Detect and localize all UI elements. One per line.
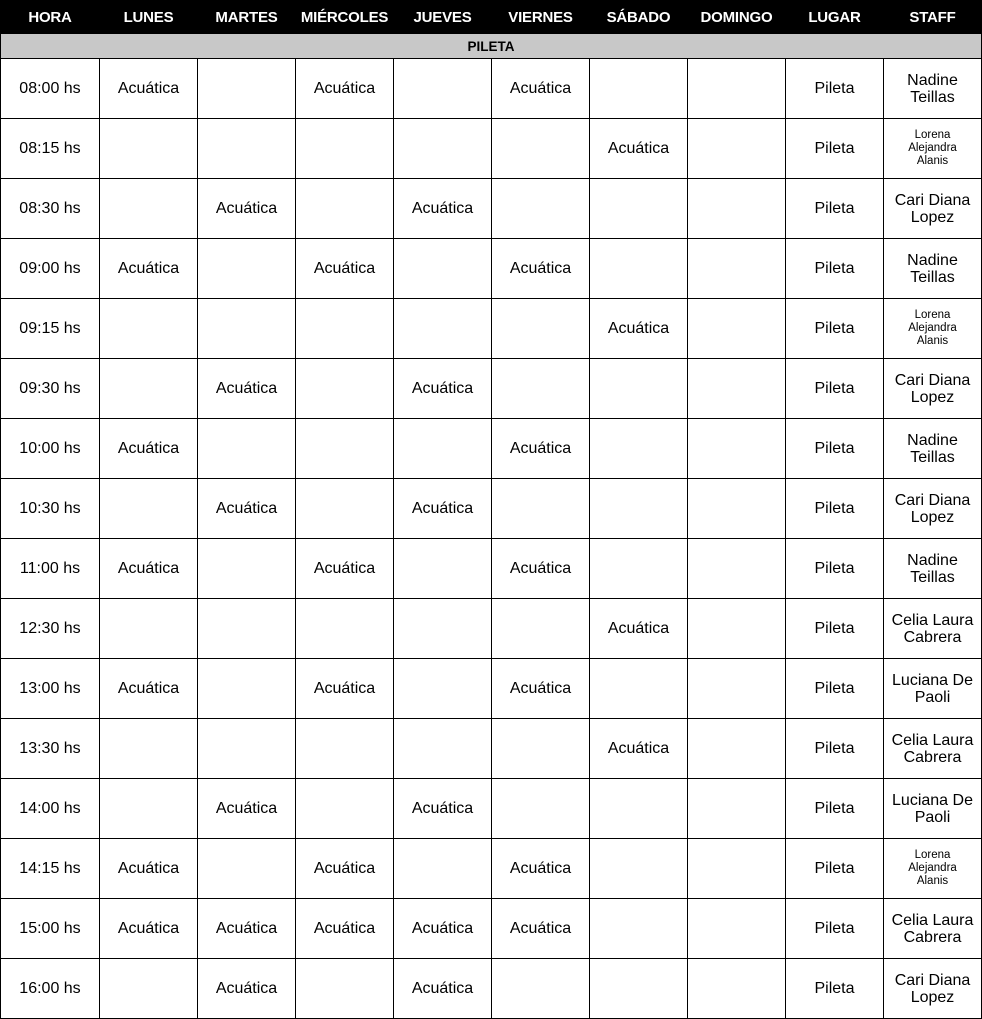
- lugar-cell: Pileta: [786, 959, 884, 1019]
- day-cell-miercoles: [296, 299, 394, 359]
- table-header: [1, 1, 982, 34]
- day-cell-sabado: [590, 959, 688, 1019]
- lugar-cell: Pileta: [786, 839, 884, 899]
- day-cell-viernes: Acuática: [492, 839, 590, 899]
- table-row: [1, 119, 982, 179]
- hora-cell: 12:30 hs: [1, 599, 100, 659]
- day-cell-viernes: Acuática: [492, 239, 590, 299]
- staff-name: Celia Laura Cabrera: [891, 611, 974, 646]
- header-lugar: LUGAR: [786, 1, 884, 34]
- day-cell-domingo: [688, 119, 786, 179]
- day-cell-jueves: [394, 539, 492, 599]
- staff-name: Celia Laura Cabrera: [891, 731, 974, 766]
- staff-name: Cari Diana Lopez: [894, 191, 971, 226]
- table-row: [1, 779, 982, 839]
- day-cell-domingo: [688, 59, 786, 119]
- table-row: [1, 359, 982, 419]
- day-cell-viernes: [492, 299, 590, 359]
- header-hora: HORA: [1, 1, 100, 34]
- day-cell-jueves: [394, 419, 492, 479]
- day-cell-sabado: [590, 779, 688, 839]
- staff-cell: [884, 359, 982, 419]
- day-cell-miercoles: [296, 179, 394, 239]
- day-cell-miercoles: [296, 359, 394, 419]
- day-cell-martes: [198, 719, 296, 779]
- day-cell-miercoles: Acuática: [296, 239, 394, 299]
- day-cell-viernes: [492, 359, 590, 419]
- day-cell-miercoles: [296, 719, 394, 779]
- hora-cell: 09:00 hs: [1, 239, 100, 299]
- day-cell-martes: [198, 599, 296, 659]
- staff-name: Nadine Teillas: [907, 71, 958, 106]
- day-cell-viernes: [492, 179, 590, 239]
- table-row: [1, 239, 982, 299]
- day-cell-lunes: [100, 119, 198, 179]
- lugar-cell: Pileta: [786, 719, 884, 779]
- day-cell-miercoles: Acuática: [296, 59, 394, 119]
- day-cell-domingo: [688, 539, 786, 599]
- hora-cell: 11:00 hs: [1, 539, 100, 599]
- hora-cell: 14:00 hs: [1, 779, 100, 839]
- day-cell-martes: [198, 239, 296, 299]
- header-martes: MARTES: [198, 1, 296, 34]
- day-cell-domingo: [688, 839, 786, 899]
- day-cell-domingo: [688, 359, 786, 419]
- day-cell-jueves: [394, 599, 492, 659]
- header-miercoles: MIÉRCOLES: [296, 1, 394, 34]
- staff-cell: [884, 239, 982, 299]
- table-row: [1, 599, 982, 659]
- staff-name: Luciana De Paoli: [892, 791, 973, 826]
- lugar-cell: Pileta: [786, 299, 884, 359]
- staff-name: Lorena Alejandra Alanis: [908, 309, 957, 347]
- day-cell-jueves: [394, 299, 492, 359]
- day-cell-sabado: [590, 359, 688, 419]
- staff-name: Nadine Teillas: [907, 551, 958, 586]
- day-cell-lunes: Acuática: [100, 539, 198, 599]
- lugar-cell: Pileta: [786, 359, 884, 419]
- staff-cell: [884, 419, 982, 479]
- day-cell-domingo: [688, 599, 786, 659]
- day-cell-martes: [198, 419, 296, 479]
- day-cell-domingo: [688, 659, 786, 719]
- lugar-cell: Pileta: [786, 239, 884, 299]
- day-cell-jueves: [394, 659, 492, 719]
- day-cell-lunes: [100, 299, 198, 359]
- staff-cell: [884, 479, 982, 539]
- hora-cell: 15:00 hs: [1, 899, 100, 959]
- staff-name: Lorena Alejandra Alanis: [908, 129, 957, 167]
- table-row: [1, 179, 982, 239]
- day-cell-viernes: [492, 479, 590, 539]
- day-cell-miercoles: [296, 419, 394, 479]
- hora-cell: 16:00 hs: [1, 959, 100, 1019]
- day-cell-sabado: [590, 539, 688, 599]
- day-cell-sabado: [590, 899, 688, 959]
- day-cell-lunes: Acuática: [100, 839, 198, 899]
- day-cell-lunes: Acuática: [100, 59, 198, 119]
- header-staff: STAFF: [884, 1, 982, 34]
- day-cell-viernes: [492, 779, 590, 839]
- day-cell-miercoles: Acuática: [296, 839, 394, 899]
- day-cell-sabado: [590, 659, 688, 719]
- day-cell-domingo: [688, 179, 786, 239]
- day-cell-martes: [198, 539, 296, 599]
- header-domingo: DOMINGO: [688, 1, 786, 34]
- day-cell-domingo: [688, 419, 786, 479]
- table-row: [1, 899, 982, 959]
- section-row: [1, 34, 982, 59]
- header-viernes: VIERNES: [492, 1, 590, 34]
- staff-cell: [884, 299, 982, 359]
- day-cell-viernes: Acuática: [492, 539, 590, 599]
- day-cell-sabado: Acuática: [590, 119, 688, 179]
- day-cell-viernes: Acuática: [492, 659, 590, 719]
- day-cell-martes: [198, 119, 296, 179]
- lugar-cell: Pileta: [786, 779, 884, 839]
- lugar-cell: Pileta: [786, 119, 884, 179]
- day-cell-sabado: Acuática: [590, 719, 688, 779]
- lugar-cell: Pileta: [786, 659, 884, 719]
- day-cell-martes: [198, 839, 296, 899]
- staff-name: Cari Diana Lopez: [894, 971, 971, 1006]
- day-cell-jueves: [394, 719, 492, 779]
- day-cell-domingo: [688, 479, 786, 539]
- table-row: [1, 479, 982, 539]
- lugar-cell: Pileta: [786, 179, 884, 239]
- day-cell-martes: Acuática: [198, 779, 296, 839]
- day-cell-sabado: Acuática: [590, 299, 688, 359]
- day-cell-sabado: [590, 479, 688, 539]
- day-cell-sabado: [590, 239, 688, 299]
- day-cell-miercoles: [296, 599, 394, 659]
- day-cell-miercoles: Acuática: [296, 659, 394, 719]
- staff-cell: [884, 659, 982, 719]
- day-cell-jueves: Acuática: [394, 779, 492, 839]
- lugar-cell: Pileta: [786, 539, 884, 599]
- day-cell-sabado: [590, 419, 688, 479]
- day-cell-lunes: [100, 599, 198, 659]
- day-cell-martes: [198, 299, 296, 359]
- hora-cell: 08:15 hs: [1, 119, 100, 179]
- day-cell-domingo: [688, 299, 786, 359]
- table-row: [1, 959, 982, 1019]
- day-cell-viernes: Acuática: [492, 59, 590, 119]
- staff-name: Cari Diana Lopez: [894, 371, 971, 406]
- header-jueves: JUEVES: [394, 1, 492, 34]
- section-title: PILETA: [1, 34, 982, 59]
- day-cell-sabado: [590, 179, 688, 239]
- staff-cell: [884, 779, 982, 839]
- day-cell-viernes: [492, 119, 590, 179]
- table-row: [1, 299, 982, 359]
- day-cell-sabado: Acuática: [590, 599, 688, 659]
- day-cell-jueves: Acuática: [394, 959, 492, 1019]
- header-row: [1, 1, 982, 34]
- day-cell-jueves: [394, 839, 492, 899]
- day-cell-sabado: [590, 839, 688, 899]
- day-cell-martes: [198, 659, 296, 719]
- day-cell-domingo: [688, 899, 786, 959]
- day-cell-miercoles: Acuática: [296, 539, 394, 599]
- day-cell-domingo: [688, 719, 786, 779]
- day-cell-viernes: [492, 959, 590, 1019]
- day-cell-jueves: Acuática: [394, 479, 492, 539]
- day-cell-lunes: [100, 179, 198, 239]
- staff-cell: [884, 719, 982, 779]
- day-cell-lunes: [100, 779, 198, 839]
- staff-name: Luciana De Paoli: [892, 671, 973, 706]
- hora-cell: 14:15 hs: [1, 839, 100, 899]
- lugar-cell: Pileta: [786, 479, 884, 539]
- day-cell-jueves: [394, 59, 492, 119]
- staff-cell: [884, 119, 982, 179]
- day-cell-martes: Acuática: [198, 959, 296, 1019]
- day-cell-miercoles: [296, 119, 394, 179]
- table-row: [1, 59, 982, 119]
- day-cell-lunes: Acuática: [100, 659, 198, 719]
- day-cell-jueves: [394, 119, 492, 179]
- table-row: [1, 839, 982, 899]
- day-cell-lunes: Acuática: [100, 419, 198, 479]
- table-body: [1, 34, 982, 1019]
- day-cell-lunes: [100, 479, 198, 539]
- day-cell-sabado: [590, 59, 688, 119]
- day-cell-martes: Acuática: [198, 359, 296, 419]
- staff-cell: [884, 599, 982, 659]
- day-cell-lunes: Acuática: [100, 239, 198, 299]
- day-cell-jueves: Acuática: [394, 179, 492, 239]
- day-cell-miercoles: Acuática: [296, 899, 394, 959]
- staff-name: Cari Diana Lopez: [894, 491, 971, 526]
- day-cell-viernes: [492, 719, 590, 779]
- staff-name: Lorena Alejandra Alanis: [908, 849, 957, 887]
- header-lunes: LUNES: [100, 1, 198, 34]
- lugar-cell: Pileta: [786, 599, 884, 659]
- day-cell-domingo: [688, 959, 786, 1019]
- day-cell-domingo: [688, 779, 786, 839]
- staff-cell: [884, 539, 982, 599]
- staff-cell: [884, 839, 982, 899]
- day-cell-lunes: [100, 359, 198, 419]
- table-row: [1, 419, 982, 479]
- staff-cell: [884, 59, 982, 119]
- hora-cell: 09:30 hs: [1, 359, 100, 419]
- hora-cell: 10:30 hs: [1, 479, 100, 539]
- lugar-cell: Pileta: [786, 419, 884, 479]
- day-cell-jueves: [394, 239, 492, 299]
- day-cell-jueves: Acuática: [394, 899, 492, 959]
- hora-cell: 08:30 hs: [1, 179, 100, 239]
- day-cell-martes: Acuática: [198, 479, 296, 539]
- day-cell-lunes: [100, 719, 198, 779]
- table-row: [1, 539, 982, 599]
- staff-name: Celia Laura Cabrera: [891, 911, 974, 946]
- day-cell-jueves: Acuática: [394, 359, 492, 419]
- staff-name: Nadine Teillas: [907, 251, 958, 286]
- day-cell-martes: Acuática: [198, 179, 296, 239]
- day-cell-lunes: Acuática: [100, 899, 198, 959]
- hora-cell: 09:15 hs: [1, 299, 100, 359]
- day-cell-miercoles: [296, 779, 394, 839]
- staff-cell: [884, 959, 982, 1019]
- day-cell-martes: [198, 59, 296, 119]
- hora-cell: 13:30 hs: [1, 719, 100, 779]
- staff-cell: [884, 899, 982, 959]
- table-row: [1, 719, 982, 779]
- day-cell-lunes: [100, 959, 198, 1019]
- staff-name: Nadine Teillas: [907, 431, 958, 466]
- day-cell-viernes: [492, 599, 590, 659]
- lugar-cell: Pileta: [786, 59, 884, 119]
- day-cell-martes: Acuática: [198, 899, 296, 959]
- day-cell-domingo: [688, 239, 786, 299]
- hora-cell: 08:00 hs: [1, 59, 100, 119]
- day-cell-miercoles: [296, 479, 394, 539]
- hora-cell: 10:00 hs: [1, 419, 100, 479]
- day-cell-viernes: Acuática: [492, 419, 590, 479]
- hora-cell: 13:00 hs: [1, 659, 100, 719]
- lugar-cell: Pileta: [786, 899, 884, 959]
- table-row: [1, 659, 982, 719]
- day-cell-miercoles: [296, 959, 394, 1019]
- day-cell-viernes: Acuática: [492, 899, 590, 959]
- staff-cell: [884, 179, 982, 239]
- header-sabado: SÁBADO: [590, 1, 688, 34]
